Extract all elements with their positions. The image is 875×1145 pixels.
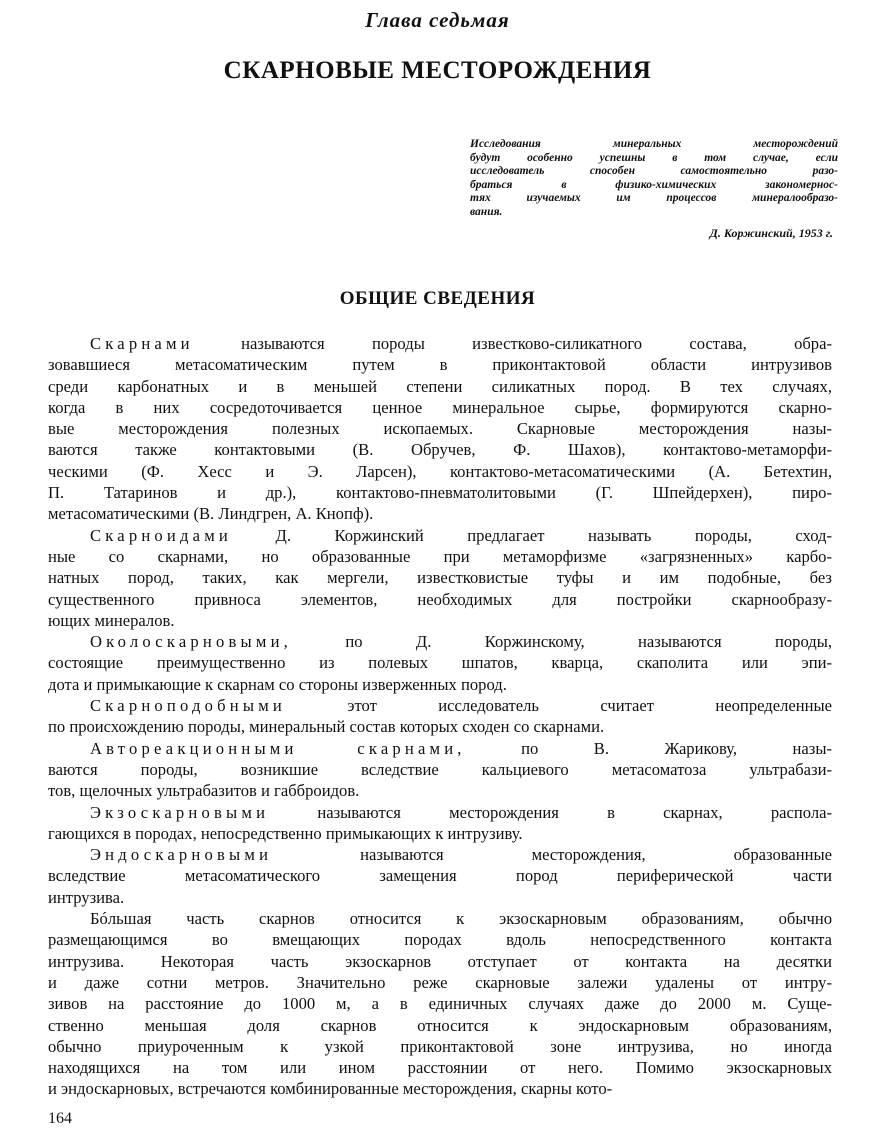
text-line	[48, 610, 832, 631]
paragraph	[48, 802, 832, 845]
line-text: ные со скарнами, но образованные при метаморфизме «загрязненных» карбо-	[48, 546, 832, 566]
line-text: по Д. Коржинскому, называются породы,	[292, 632, 832, 652]
body-text	[48, 333, 832, 1100]
paragraph	[48, 631, 832, 695]
line-text: Д. Коржинский предлагает называть породы, сход-	[232, 525, 832, 545]
text-line	[48, 461, 832, 482]
spaced-term: Скарноподобными	[90, 696, 287, 716]
line-text: Бóльшая часть скарнов относится к экзоскарновым образованиям, обычно	[90, 909, 832, 929]
line-text: называются месторождения в скарнах, распола-	[269, 802, 832, 822]
chapter-title: СКАРНОВЫЕ МЕСТОРОЖДЕНИЯ	[223, 57, 652, 84]
text-line	[48, 695, 832, 716]
line-text: обычно приуроченным к узкой приконтактовой зоне интрузива, но иногда	[48, 1036, 832, 1056]
text-line	[48, 674, 832, 695]
text-line	[48, 844, 832, 865]
line-text: ваются породы, возникшие вследствие кальциевого метасоматоза ультрабази-	[48, 759, 832, 779]
text-line	[48, 631, 832, 652]
line-text: натных пород, таких, как мергели, известковистые туфы и им подобные, без	[48, 568, 832, 588]
line-text: и даже сотни метров. Значительно реже скарновые залежи удалены от интру-	[48, 972, 832, 992]
paragraph	[48, 844, 832, 908]
line-text: П. Татаринов и др.), контактово-пневматолитовыми (Г. Шпейдерхен), пиро-	[48, 483, 832, 503]
paragraph	[48, 738, 832, 802]
line-text: размещающимся во вмещающих породах вдоль непосредственного контакта	[48, 930, 832, 950]
text-line	[48, 652, 832, 673]
paragraph	[48, 525, 832, 631]
spaced-term: Скарноидами	[90, 525, 232, 545]
text-line	[48, 418, 832, 439]
line-text: ваются также контактовыми (В. Обручев, Ф. Шахов), контактово-метаморфи-	[48, 440, 832, 460]
text-line	[48, 525, 832, 546]
epigraph-line: Исследования минеральных месторождений	[470, 138, 838, 150]
line-text: вследствие метасоматического замещения пород периферической части	[48, 866, 832, 886]
text-line	[48, 482, 832, 503]
text-line	[48, 1015, 832, 1036]
line-text: ческими (Ф. Хесс и Э. Ларсен), контактово-метасоматическими (А. Бетехтин,	[48, 461, 832, 481]
line-text: гающихся в породах, непосредственно примыкающих к интрузиву.	[48, 823, 523, 843]
line-text: интрузива. Некоторая часть экзоскарнов отступает от контакта на десятки	[48, 951, 832, 971]
epigraph-line: будут особенно успешны в том случае, если	[470, 151, 838, 164]
spaced-term: Экзоскарновыми	[90, 802, 270, 822]
text-line	[48, 333, 832, 354]
text-line	[48, 951, 832, 972]
epigraph-line: браться в физико-химических закономернос-	[470, 178, 838, 191]
text-line	[48, 589, 832, 610]
text-line	[48, 716, 832, 737]
text-line	[48, 993, 832, 1014]
text-line	[48, 738, 832, 759]
epigraph-line: тях изучаемых им процессов минералообразо-	[470, 192, 838, 204]
line-text: и эндоскарновых, встречаются комбинированные месторождения, скарны кото-	[48, 1079, 613, 1099]
text-line	[48, 503, 832, 524]
line-text: по В. Жарикову, назы-	[465, 738, 832, 758]
line-text: среди карбонатных и в меньшей степени силикатных пород. В тех случаях,	[48, 376, 832, 396]
text-line	[48, 759, 832, 780]
text-line	[48, 929, 832, 950]
paragraph	[48, 908, 832, 1100]
line-text: по происхождению породы, минеральный состав которых сходен со скарнами.	[48, 717, 605, 737]
chapter-heading: Глава седьмая	[365, 8, 510, 32]
spaced-term: Автореакционными скарнами,	[90, 738, 466, 758]
text-line	[48, 1057, 832, 1078]
line-text: состоящие преимущественно из полевых шпатов, кварца, скаполита или эпи-	[48, 653, 832, 673]
paragraph	[48, 333, 832, 525]
text-line	[48, 397, 832, 418]
text-line	[48, 823, 832, 844]
epigraph	[470, 138, 838, 219]
line-text: зовавшиеся метасоматическим путем в приконтактовой области интрузивов	[48, 355, 832, 375]
line-text: вые месторождения полезных ископаемых. Скарновые месторождения назы-	[48, 419, 832, 439]
line-text: тов, щелочных ультрабазитов и габброидов.	[48, 781, 360, 801]
line-text: существенного привноса элементов, необходимых для постройки скарнообразу-	[48, 589, 832, 609]
text-line	[48, 780, 832, 801]
spaced-term: Скарнами	[90, 334, 194, 353]
text-line	[48, 354, 832, 375]
line-text: ющих минералов.	[48, 610, 175, 630]
line-text: зивов на расстояние до 1000 м, а в единичных случаях даже до 2000 м. Суще-	[48, 994, 832, 1014]
text-line	[48, 887, 832, 908]
section-title: ОБЩИЕ СВЕДЕНИЯ	[339, 288, 536, 309]
text-line	[48, 865, 832, 886]
line-text: дота и примыкающие к скарнам со стороны изверженных пород.	[48, 674, 507, 694]
epigraph-author: Д. Коржинский, 1953 г.	[709, 226, 833, 240]
epigraph-line: исследователь способен самостоятельно разо-	[470, 165, 838, 177]
line-text: когда в них сосредоточивается ценное минеральное сырье, формируются скарно-	[48, 397, 832, 417]
text-line	[48, 1078, 832, 1099]
line-text: находящихся на том или ином расстоянии от него. Помимо экзоскарновых	[48, 1058, 832, 1078]
page-number: 164	[48, 1110, 72, 1127]
line-text: этот исследователь считает неопределенные	[286, 696, 832, 716]
text-line	[48, 802, 832, 823]
text-line	[48, 567, 832, 588]
paragraph	[48, 695, 832, 738]
line-text: метасоматическими (В. Линдгрен, А. Кнопф).	[48, 504, 374, 524]
spaced-term: Околоскарновыми,	[90, 632, 292, 652]
line-text: называются породы известково-силикатного состава, обра-	[193, 334, 832, 353]
text-line	[48, 546, 832, 567]
text-line	[48, 1036, 832, 1057]
line-text: интрузива.	[48, 887, 125, 907]
text-line	[48, 908, 832, 929]
text-line	[48, 376, 832, 397]
text-line	[48, 439, 832, 460]
line-text: называются месторождения, образованные	[272, 845, 832, 865]
text-line	[48, 972, 832, 993]
epigraph-line: вания.	[470, 205, 503, 218]
line-text: ственно меньшая доля скарнов относится к эндоскарновым образованиям,	[48, 1015, 832, 1035]
spaced-term: Эндоскарновыми	[90, 845, 273, 865]
